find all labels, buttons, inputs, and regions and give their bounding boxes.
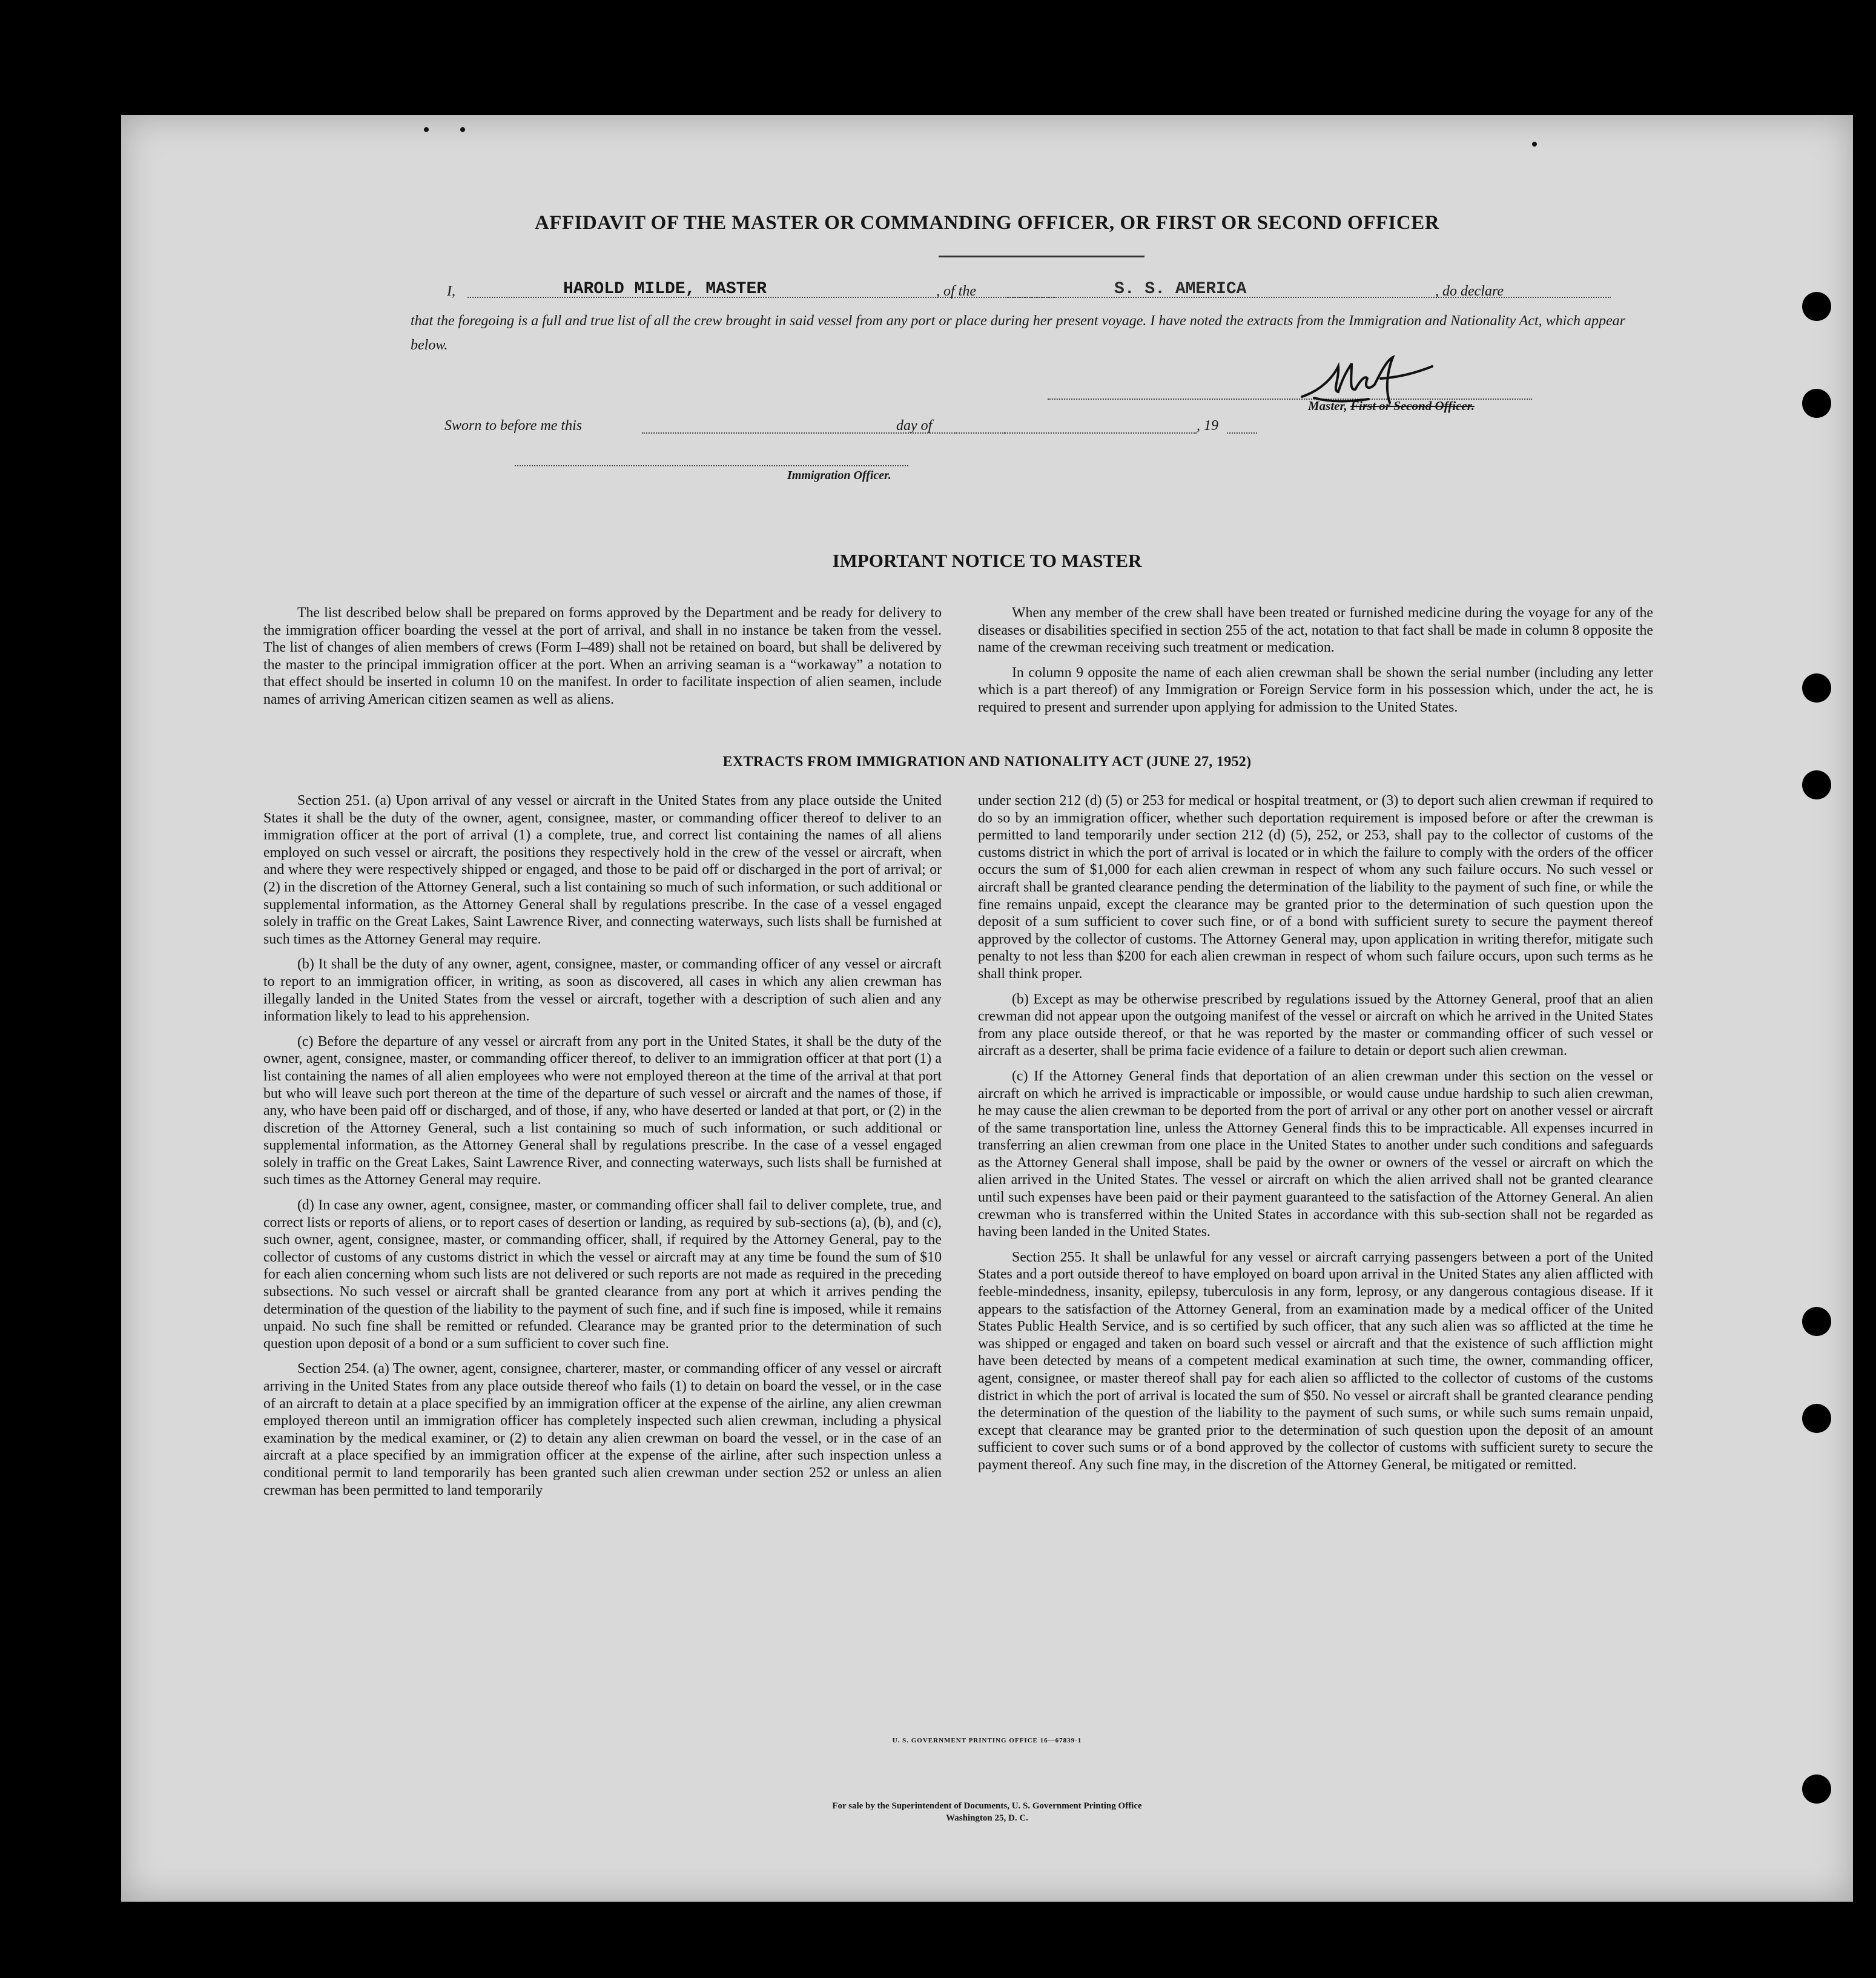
extract-paragraph: Section 254. (a) The owner, agent, consignee, charterer, master, or commanding officer of any vessel or aircraft arriving in the United States from any place outside thereof who fails (1) to detain on board the vessel, or in the case of an aircraft to detain at a place specified by an immigration officer at the expense of the airline, any alien crewman employed thereon until an immigration officer has completely inspected such alien crewman, including a physical examination by the medical examiner, or (2) to detain any alien crewman on board the vessel, or in the case of an aircraft at a place specified by an immigration officer at the expense of the airline, after such inspection unless a conditional permit to land temporarily has been granted such alien crewman under section 252 or unless an alien crewman has been permitted to land temporarily [263,1361,942,1498]
day-of-label: day of [896,418,933,434]
vessel-dotted-line [1005,297,1611,298]
extract-paragraph: (c) If the Attorney General finds that deportation of an alien crewman under this section on the vessel or aircraft on which he arrived is impracticable or impossible, or would cause undue hardship to such alien crewman, he may cause the alien crewman to be deported from the port of arrival or any other port on another vessel or aircraft of the same transportation line, unless the Attorney General finds this to be impracticable. All expenses incurred in transferring an alien crewman from one place in the United States to another under such conditions and safeguards as the Attorney General shall impose, shall be paid by the owner or owners of the vessel or aircraft on which the alien arrived in the United States. The vessel or aircraft on which the alien arrived shall not be granted clearance until such expenses have been paid or their payment guaranteed to the satisfaction of the Attorney General. An alien crewman who is transferred within the United States in accordance with this sub-section shall not be regarded as having been landed in the United States. [978,1068,1653,1240]
notice-left-paragraph: The list described below shall be prepared on forms approved by the Department and be ready for delivery to the immigration officer boarding the vessel at the port of arrival, and shall in no instance be taken from the vessel. The list of changes of alien members of crews (Form I–489) shall not be retained on board, but shall be delivered by the master to the principal immigration officer at the port. When an arriving seaman is a “workaway” a notation to that effect should be inserted in column 10 on the manifest. In order to facilitate inspection of alien seamen, include names of arriving American citizen seamen as well as aliens. [263,605,942,707]
master-label-kept: Master, [1308,399,1347,413]
document-page [121,115,1853,1902]
year-label: , 19 [1197,418,1218,434]
notice-right-column [978,604,1653,724]
of-the-label: , of the [936,283,976,299]
officer-dotted-line [515,465,908,466]
punch-hole [1802,673,1831,703]
speck-mark [424,127,429,132]
extract-paragraph: (c) Before the departure of any vessel or aircraft from any port in the United States, it shall be the duty of the owner, agent, consignee, master, or commanding officer thereof, to deliver to an immigration officer at that port (1) a list containing the names of all alien employees who were not employed thereon at the time of the arrival at that port but who will leave such port thereon at the time of the departure of such vessel or aircraft and the names of those, if any, who have been paid off or discharged, and of those, if any, who have deserted or landed at that port, or (2) in the discretion of the Attorney General, such a list containing so much of such information, or such additional or supplemental information, as the Attorney General shall by regulations prescribe. In the case of a vessel engaged solely in traffic on the Great Lakes, Saint Lawrence River, and connecting waterways, such lists shall be furnished at such times as the Attorney General may require. [263,1033,942,1188]
sale-note [121,1800,1853,1824]
sale-line-1: For sale by the Superintendent of Documents, U. S. Government Printing Office [832,1801,1142,1811]
extract-paragraph: (d) In case any owner, agent, consignee, master, or commanding officer shall fail to deliver complete, true, and correct lists or reports of aliens, or to report cases of desertion or landing, as required by sub-sections (a), (b), and (c), such owner, agent, consignee, master, or commanding officer, shall, if required by the Attorney General, pay to the collector of customs of any customs district in which the vessel or aircraft may at any time be found the sum of $10 for each alien concerning whom such lists are not delivered or such reports are not made as required in the preceding subsections. No such vessel or aircraft shall be granted clearance from any port at which it arrives pending the determination of the question of the liability to the payment of such fine, and if such fine is imposed, while it remains unpaid. No such fine shall be remitted or refunded. Clearance may be granted prior to the determination of such question upon deposit of a bond or a sum sufficient to cover such fine. [263,1197,942,1352]
punch-hole [1802,1775,1831,1804]
declaration-text: that the foregoing is a full and true list of all the crew brought in said vessel from any port or place during her present voyage. I have noted the extracts from the Immigration and Nationality Act, which appear below. [411,313,1625,353]
punch-hole [1802,1307,1831,1336]
master-title-label [1308,399,1475,414]
affidavit-title: AFFIDAVIT OF THE MASTER OR COMMANDING OFFICER, OR FIRST OR SECOND OFFICER [534,212,1440,234]
speck-mark [460,127,465,132]
punch-hole [1802,389,1831,418]
sworn-label: Sworn to before me this [444,418,583,434]
extracts-left-column [263,792,942,1507]
sworn-day-dotted-line [642,432,1005,434]
sworn-month-dotted-line [954,432,1197,434]
punch-hole [1802,292,1831,321]
notice-title: IMPORTANT NOTICE TO MASTER [832,550,1142,571]
vessel-name-field[interactable]: S. S. AMERICA [1114,280,1247,299]
extract-paragraph: Section 255. It shall be unlawful for any vessel or aircraft carrying passengers between a port of the United States and a port outside thereof to have employed on board upon arrival in the United States any alien afflicted with feeble-mindedness, insanity, epilepsy, tuberculosis in any form, leprosy, or any dangerous contagious disease. If it appears to the satisfaction of the Attorney General, from an examination made by a medical officer of the United States Public Health Service, and is so certified by such officer, that any such alien was so afflicted at the time he was shipped or engaged and taken on board such vessel or aircraft and that the existence of such affliction might have been detected by means of a competent medical examination at such time, the owner, commanding officer, agent, consignee, or master thereof shall pay for each alien so afflicted to the collector of customs of the customs district in which the port of arrival is located the sum of $50. No vessel or aircraft shall be granted clearance pending the determination of the question of the liability to the payment of such sums, or while such sums remain unpaid, except that clearance may be granted prior to the determination of such question upon the deposit of an amount sufficient to cover such sums or of a bond approved by the collector of customs with sufficient surety to secure the payment thereof. Any such fine may, in the discretion of the Attorney General, be mitigated or remitted. [978,1249,1653,1473]
i-label: I, [447,283,455,299]
extract-paragraph: under section 212 (d) (5) or 253 for medical or hospital treatment, or (3) to deport such alien crewman if required to do so by an immigration officer, whether such deportation requirement is imposed before or after the crewman is permitted to land temporarily under section 212 (d) (5), 252, or 253, shall pay to the collector of customs of the customs district in which the port of arrival is located or in which the failure to comply with the orders of the officer occurs the sum of $1,000 for each alien crewman in respect of whom any such failure occurs. No such vessel or aircraft shall be granted clearance pending the determination of the liability to the payment of such fine, or while the fine remains unpaid, except the clearance may be granted prior to the determination of such question upon the deposit of a sum sufficient to cover such fine, or of a bond with sufficient surety to secure the payment thereof approved by the collector of customs. The Attorney General may, upon application in writing therefor, mitigate such penalty to not less than $200 for each alien crewman in respect of whom such failure occurs, upon such terms as he shall think proper. [978,793,1653,982]
master-label-struck: First or Second Officer. [1350,399,1475,413]
declare-label: , do declare [1435,283,1504,299]
title-underline [939,256,1144,257]
punch-hole [1802,770,1831,799]
extracts-title: EXTRACTS FROM IMMIGRATION AND NATIONALITY ACT (JUNE 27, 1952) [722,754,1252,770]
speck-mark [1532,142,1537,147]
sale-line-2: Washington 25, D. C. [946,1813,1028,1823]
gpo-code: U. S. GOVERNMENT PRINTING OFFICE 16—67839-1 [892,1737,1082,1744]
notice-right-paragraph: When any member of the crew shall have been treated or furnished medicine during the voyage for any of the diseases or disabilities specified in section 255 of the act, notation to that fact shall be made in column 8 opposite the name of the crewman receiving such treatment or medication. [978,605,1653,656]
immigration-officer-label: Immigration Officer. [787,469,891,482]
notice-left-column [263,604,942,716]
punch-hole [1802,1404,1831,1433]
master-name-field[interactable]: HAROLD MILDE, MASTER [563,280,767,299]
notice-right-paragraph: In column 9 opposite the name of each alien crewman shall be shown the serial number (including any letter which is a part thereof) of any Immigration or Foreign Service form in his possession which, under the act, he is required to present and surrender upon applying for admission to the United States. [978,664,1653,715]
year-dotted-line [1227,432,1257,434]
extract-paragraph: (b) Except as may be otherwise prescribed by regulations issued by the Attorney General, proof that an alien crewman did not appear upon the outgoing manifest of the vessel or aircraft on which he arrived in the United States from any place outside thereof, or that he was reported by the master or commanding officer of such vessel or aircraft as a deserter, shall be prima facie evidence of a failure to detain or deport such alien crewman. [978,991,1653,1059]
extracts-right-column [978,792,1653,1482]
extract-paragraph: (b) It shall be the duty of any owner, agent, consignee, master, or commanding officer of any vessel or aircraft to report to an immigration officer, in writing, as soon as discovered, all cases in which any alien crewman has illegally landed in the United States from the vessel or aircraft, together with a description of such alien and any information likely to lead to his apprehension. [263,956,942,1025]
extract-paragraph: Section 251. (a) Upon arrival of any vessel or aircraft in the United States from any place outside the United States it shall be the duty of the owner, agent, consignee, master, or commanding officer thereof to deliver to an immigration officer at the port of arrival (1) a complete, true, and correct list containing the names of all aliens employed on such vessel or aircraft, the positions they respectively hold in the crew of the vessel or aircraft, when and where they were respectively shipped or engaged, and those to be paid off or discharged in the port of arrival; or (2) in the discretion of the Attorney General, such a list containing so much of such information, or such additional or supplemental information, as the Attorney General shall by regulations prescribe. In the case of a vessel engaged solely in traffic on the Great Lakes, Saint Lawrence River, and connecting waterways, such lists shall be furnished at such times as the Attorney General may require. [263,793,942,947]
